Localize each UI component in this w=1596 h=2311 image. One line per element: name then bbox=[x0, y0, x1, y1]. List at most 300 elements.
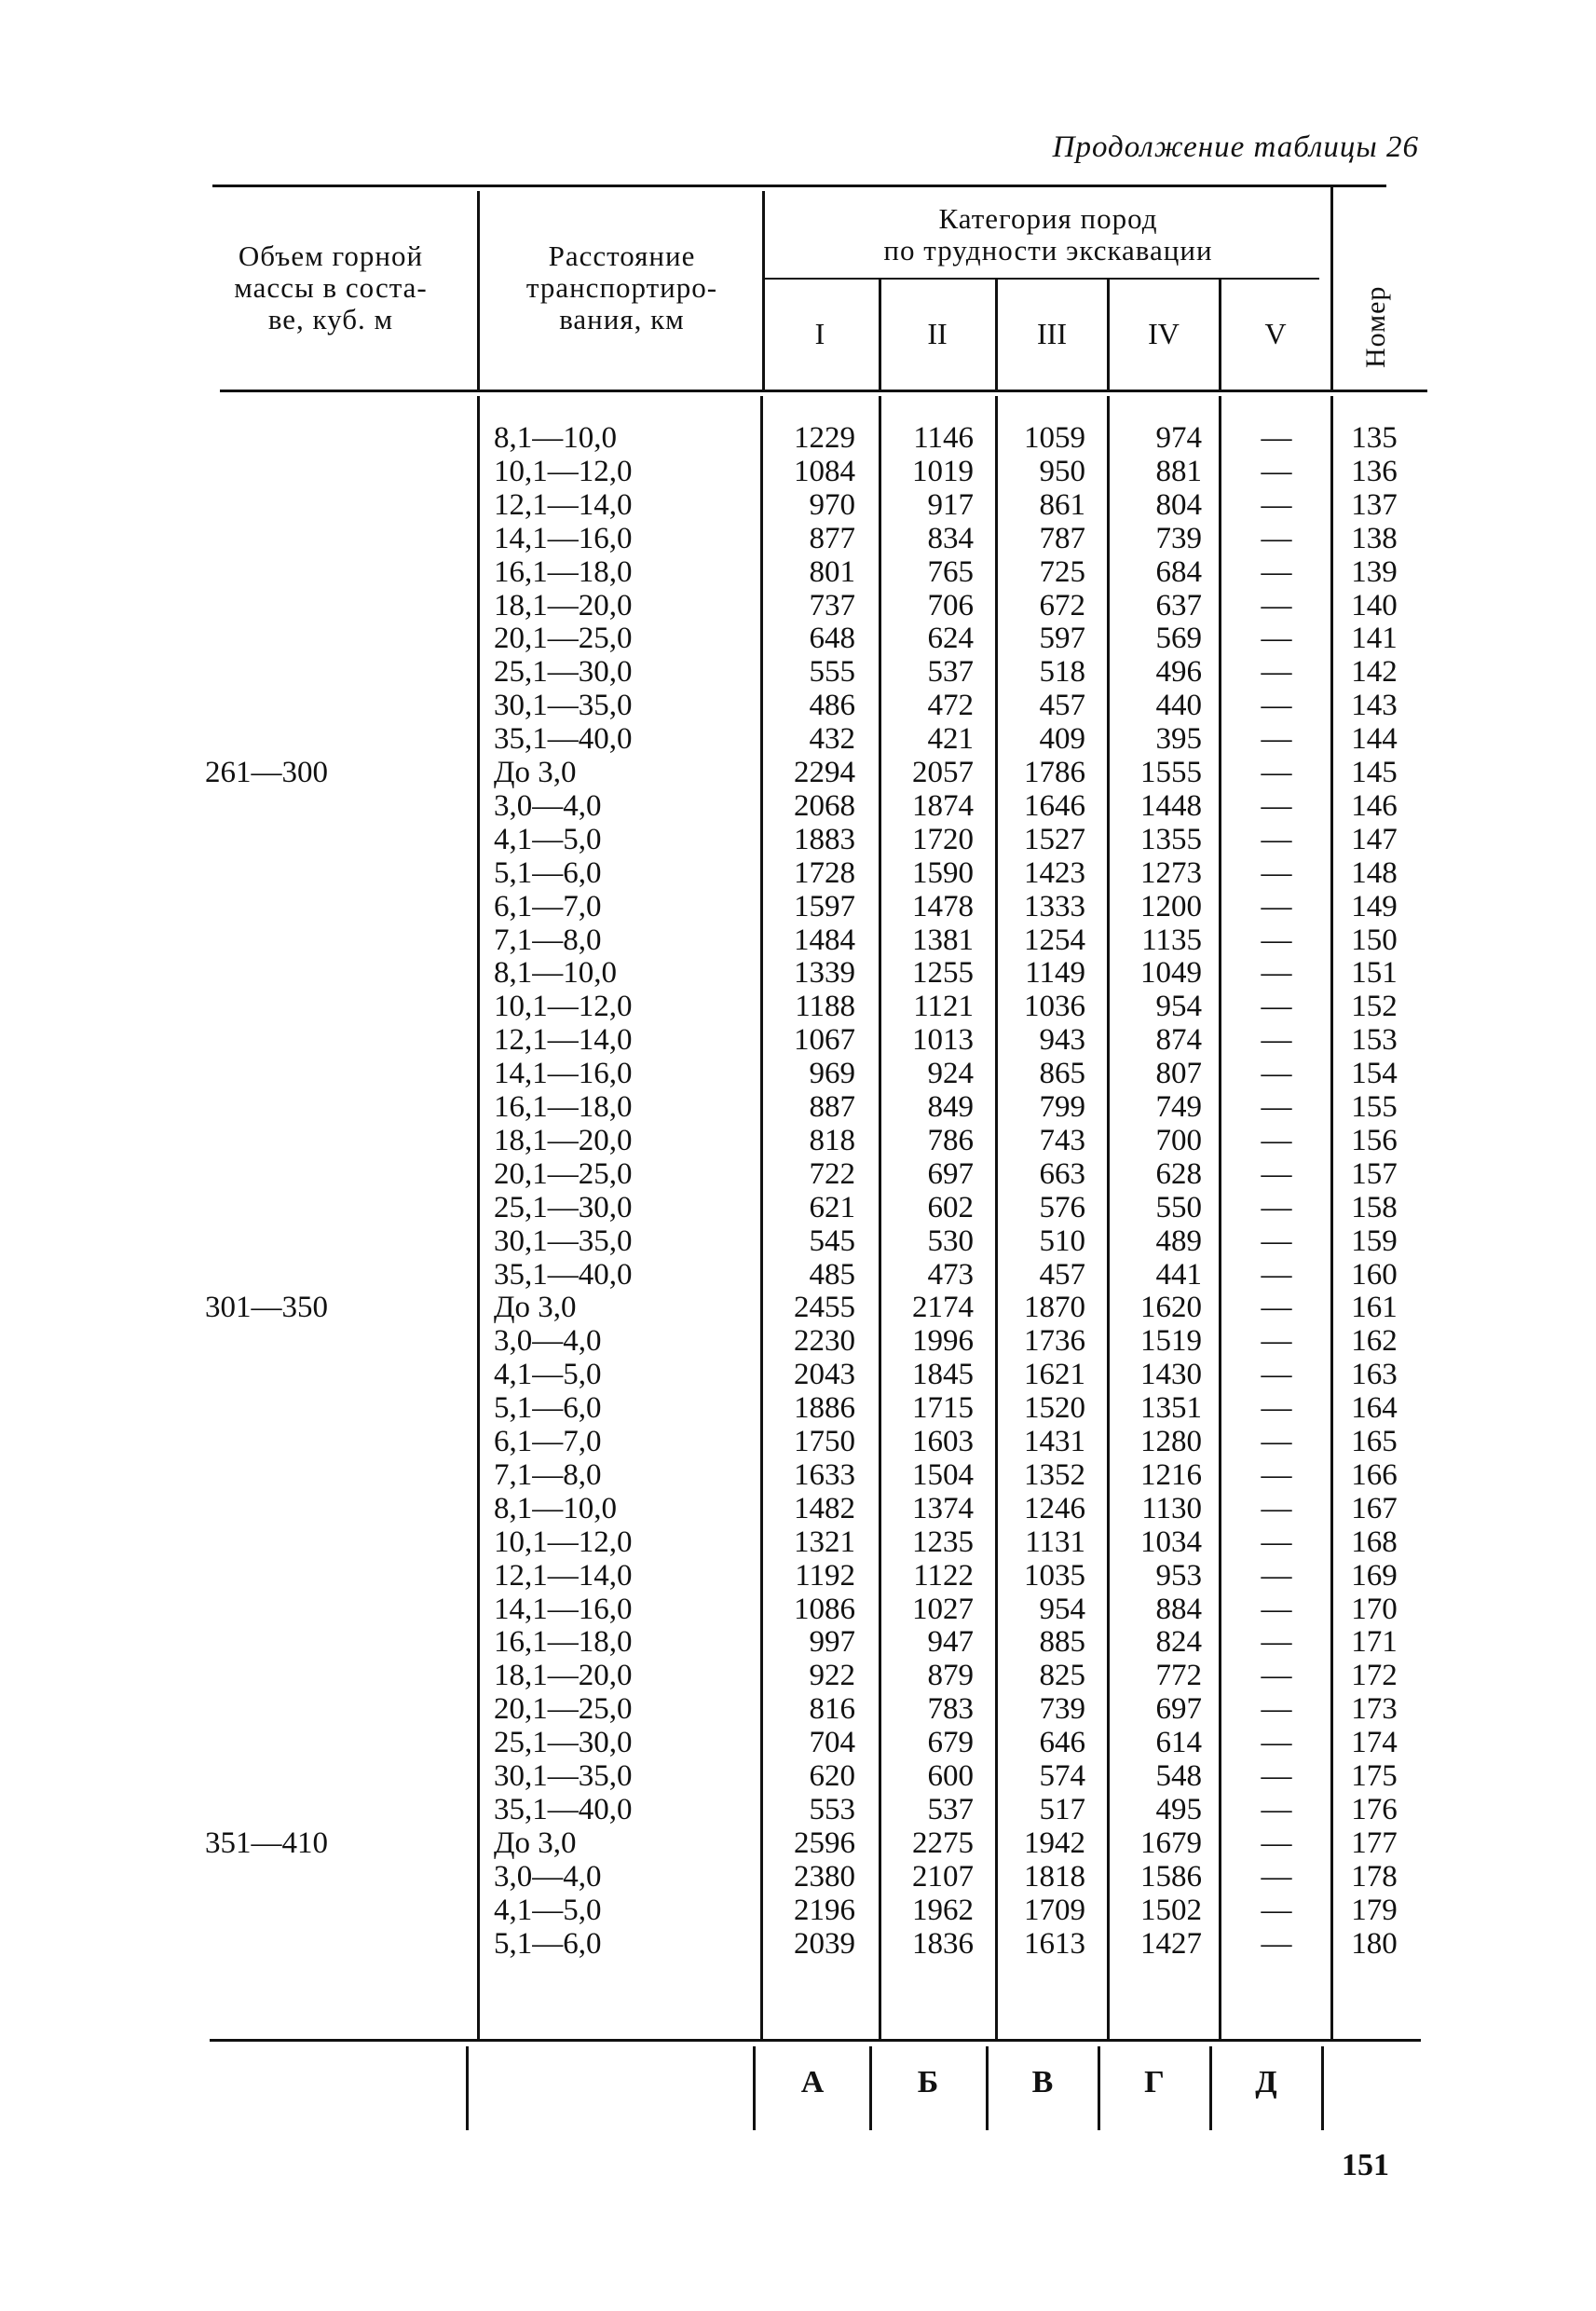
cat-II-cell: 1027 bbox=[912, 1592, 974, 1626]
table-row bbox=[0, 956, 1596, 990]
row-number-cell: 153 bbox=[1351, 1023, 1398, 1058]
cat-IV-cell: 1502 bbox=[1140, 1893, 1202, 1927]
cat-I-cell: 486 bbox=[809, 689, 855, 723]
row-number-cell: 180 bbox=[1351, 1926, 1398, 1961]
table-row bbox=[0, 1525, 1596, 1559]
cat-V-cell: — bbox=[1261, 1457, 1292, 1492]
row-number-cell: 157 bbox=[1351, 1156, 1398, 1191]
cat-III-cell: 663 bbox=[1039, 1156, 1085, 1191]
cat-V-cell: — bbox=[1261, 1759, 1292, 1793]
cat-II-cell: 602 bbox=[927, 1190, 974, 1224]
cat-I-cell: 818 bbox=[809, 1123, 855, 1157]
row-number-cell: 155 bbox=[1351, 1090, 1398, 1124]
table-row bbox=[0, 1324, 1596, 1358]
table-row bbox=[0, 589, 1596, 622]
cat-V-cell: — bbox=[1261, 1659, 1292, 1693]
cat-IV-cell: 614 bbox=[1155, 1726, 1202, 1760]
cat-I-cell: 1084 bbox=[794, 454, 855, 488]
row-number-cell: 163 bbox=[1351, 1358, 1398, 1392]
cat-IV-cell: 954 bbox=[1155, 990, 1202, 1024]
table-row bbox=[0, 1759, 1596, 1793]
distance-cell: 4,1—5,0 bbox=[494, 1893, 602, 1927]
cat-II-cell: 1590 bbox=[912, 855, 974, 890]
cat-I-cell: 1067 bbox=[794, 1023, 855, 1058]
distance-cell: 14,1—16,0 bbox=[494, 1592, 633, 1626]
cat-V-cell: — bbox=[1261, 1156, 1292, 1191]
cat-III-cell: 409 bbox=[1039, 722, 1085, 757]
table-row bbox=[0, 1458, 1596, 1492]
distance-cell: 30,1—35,0 bbox=[494, 1224, 633, 1258]
distance-cell: 16,1—18,0 bbox=[494, 1090, 633, 1124]
cat-II-cell: 600 bbox=[927, 1759, 974, 1793]
cat-I-cell: 2596 bbox=[794, 1826, 855, 1860]
header-vline-number bbox=[1330, 185, 1333, 390]
volume-label: 351—410 bbox=[205, 1826, 328, 1860]
cat-IV-cell: 739 bbox=[1155, 521, 1202, 555]
footer-vline-7 bbox=[1321, 2046, 1324, 2130]
cat-III-cell: 743 bbox=[1039, 1123, 1085, 1157]
cat-IV-cell: 496 bbox=[1155, 655, 1202, 690]
table-row bbox=[0, 1023, 1596, 1057]
cat-II-cell: 530 bbox=[927, 1224, 974, 1258]
row-number-cell: 170 bbox=[1351, 1592, 1398, 1626]
cat-II-cell: 624 bbox=[927, 622, 974, 656]
cat-V-cell: — bbox=[1261, 990, 1292, 1024]
cat-I-cell: 1883 bbox=[794, 822, 855, 856]
cat-III-cell: 943 bbox=[1039, 1023, 1085, 1058]
cat-III-cell: 1352 bbox=[1024, 1457, 1085, 1492]
row-number-cell: 138 bbox=[1351, 521, 1398, 555]
cat-III-cell: 1613 bbox=[1024, 1926, 1085, 1961]
distance-cell: 4,1—5,0 bbox=[494, 822, 602, 856]
cat-IV-cell: 807 bbox=[1155, 1057, 1202, 1091]
cat-V-cell: — bbox=[1261, 1893, 1292, 1927]
distance-cell: 20,1—25,0 bbox=[494, 1156, 633, 1191]
distance-cell: 10,1—12,0 bbox=[494, 1525, 633, 1559]
table-row bbox=[0, 890, 1596, 923]
row-number-cell: 151 bbox=[1351, 956, 1398, 991]
row-number-cell: 171 bbox=[1351, 1625, 1398, 1660]
footer-vline-1 bbox=[466, 2046, 469, 2130]
cat-V-cell: — bbox=[1261, 1592, 1292, 1626]
row-number-cell: 164 bbox=[1351, 1391, 1398, 1426]
cat-II-cell: 679 bbox=[927, 1726, 974, 1760]
cat-III-cell: 1527 bbox=[1024, 822, 1085, 856]
cat-V-cell: — bbox=[1261, 622, 1292, 656]
cat-IV-cell: 884 bbox=[1155, 1592, 1202, 1626]
distance-cell: 35,1—40,0 bbox=[494, 1792, 633, 1826]
distance-cell: 35,1—40,0 bbox=[494, 722, 633, 757]
table-row bbox=[0, 1894, 1596, 1927]
cat-III-cell: 1621 bbox=[1024, 1358, 1085, 1392]
row-number-cell: 143 bbox=[1351, 689, 1398, 723]
cat-III-cell: 517 bbox=[1039, 1792, 1085, 1826]
cat-III-cell: 825 bbox=[1039, 1659, 1085, 1693]
distance-cell: 10,1—12,0 bbox=[494, 454, 633, 488]
table-row bbox=[0, 923, 1596, 957]
row-number-cell: 156 bbox=[1351, 1123, 1398, 1157]
cat-I-cell: 555 bbox=[809, 655, 855, 690]
header-vline-volume bbox=[477, 191, 480, 390]
cat-III-cell: 739 bbox=[1039, 1692, 1085, 1727]
row-number-cell: 161 bbox=[1351, 1291, 1398, 1325]
volume-label: 261—300 bbox=[205, 756, 328, 789]
distance-cell: 8,1—10,0 bbox=[494, 1491, 617, 1525]
distance-cell: 12,1—14,0 bbox=[494, 487, 633, 522]
header-bottom-rule bbox=[220, 390, 1427, 392]
cat-III-cell: 861 bbox=[1039, 487, 1085, 522]
volume-label: 301—350 bbox=[205, 1291, 328, 1325]
cat-IV-cell: 1280 bbox=[1140, 1425, 1202, 1458]
cat-I-cell: 545 bbox=[809, 1224, 855, 1258]
table-row bbox=[0, 455, 1596, 488]
cat-V-cell: — bbox=[1261, 1625, 1292, 1660]
distance-cell: 7,1—8,0 bbox=[494, 923, 602, 957]
footer-top-rule bbox=[210, 2039, 1421, 2042]
cat-III-cell: 1818 bbox=[1024, 1859, 1085, 1894]
cat-II-cell: 1962 bbox=[912, 1893, 974, 1927]
cat-V-cell: — bbox=[1261, 521, 1292, 555]
distance-cell: 8,1—10,0 bbox=[494, 956, 617, 991]
cat-IV-cell: 569 bbox=[1155, 622, 1202, 656]
row-number-cell: 136 bbox=[1351, 454, 1398, 488]
cat-IV-cell: 628 bbox=[1155, 1156, 1202, 1191]
table-row bbox=[0, 1391, 1596, 1425]
cat-V-cell: — bbox=[1261, 1926, 1292, 1961]
distance-cell: 3,0—4,0 bbox=[494, 1859, 602, 1894]
footer-letter-B: Б bbox=[917, 2065, 939, 2099]
table-row bbox=[0, 1191, 1596, 1224]
cat-IV-cell: 1555 bbox=[1140, 756, 1202, 789]
cat-V-cell: — bbox=[1261, 722, 1292, 757]
cat-IV-cell: 637 bbox=[1155, 588, 1202, 622]
distance-cell: 35,1—40,0 bbox=[494, 1257, 633, 1292]
cat-IV-cell: 1273 bbox=[1140, 855, 1202, 890]
footer-letter-G: Г bbox=[1144, 2065, 1165, 2099]
cat-IV-cell: 1430 bbox=[1140, 1358, 1202, 1392]
cat-IV-cell: 440 bbox=[1155, 689, 1202, 723]
table-row bbox=[0, 1157, 1596, 1191]
cat-II-cell: 1121 bbox=[913, 990, 974, 1024]
cat-III-cell: 574 bbox=[1039, 1759, 1085, 1793]
cat-I-cell: 1086 bbox=[794, 1592, 855, 1626]
table-row bbox=[0, 1057, 1596, 1090]
header-category: Категория пород по трудности экскавации bbox=[883, 202, 1213, 267]
cat-III-cell: 1254 bbox=[1024, 923, 1085, 957]
row-number-cell: 167 bbox=[1351, 1491, 1398, 1525]
cat-I-cell: 877 bbox=[809, 521, 855, 555]
table-row bbox=[0, 1358, 1596, 1391]
cat-IV-cell: 1351 bbox=[1140, 1391, 1202, 1426]
cat-I-cell: 621 bbox=[809, 1190, 855, 1224]
table-row bbox=[0, 655, 1596, 689]
cat-IV-cell: 1427 bbox=[1140, 1926, 1202, 1961]
cat-II-cell: 1836 bbox=[912, 1926, 974, 1961]
cat-V-cell: — bbox=[1261, 1257, 1292, 1292]
cat-III-cell: 865 bbox=[1039, 1057, 1085, 1091]
distance-cell: 16,1—18,0 bbox=[494, 554, 633, 589]
cat-V-cell: — bbox=[1261, 1558, 1292, 1593]
header-volume: Объем горной массы в соста- ве, куб. м bbox=[234, 239, 428, 335]
cat-I-cell: 485 bbox=[809, 1257, 855, 1292]
cat-II-cell: 1720 bbox=[912, 822, 974, 856]
cat-I-cell: 1484 bbox=[794, 923, 855, 957]
row-number-cell: 150 bbox=[1351, 923, 1398, 957]
cat-II-cell: 1374 bbox=[912, 1491, 974, 1525]
header-distance: Расстояние транспортиро- вания, км bbox=[525, 239, 718, 335]
cat-III-cell: 950 bbox=[1039, 454, 1085, 488]
cat-III-cell: 1646 bbox=[1024, 788, 1085, 823]
cat-IV-cell: 697 bbox=[1155, 1692, 1202, 1727]
cat-II-cell: 1874 bbox=[912, 788, 974, 823]
distance-cell: 14,1—16,0 bbox=[494, 521, 633, 555]
cat-IV-cell: 1200 bbox=[1140, 889, 1202, 923]
distance-cell: 8,1—10,0 bbox=[494, 421, 617, 455]
cat-II-cell: 472 bbox=[927, 689, 974, 723]
cat-V-cell: — bbox=[1261, 554, 1292, 589]
cat-III-cell: 672 bbox=[1039, 588, 1085, 622]
row-number-cell: 154 bbox=[1351, 1057, 1398, 1091]
cat-I-cell: 2043 bbox=[794, 1358, 855, 1392]
distance-cell: 20,1—25,0 bbox=[494, 1692, 633, 1727]
table-row bbox=[0, 1692, 1596, 1726]
cat-IV-cell: 953 bbox=[1155, 1558, 1202, 1593]
table-row bbox=[0, 1826, 1596, 1860]
header-cat-III: III bbox=[1037, 317, 1067, 350]
row-number-cell: 145 bbox=[1351, 756, 1398, 789]
cat-IV-cell: 1355 bbox=[1140, 822, 1202, 856]
row-number-cell: 139 bbox=[1351, 554, 1398, 589]
cat-III-cell: 457 bbox=[1039, 689, 1085, 723]
cat-IV-cell: 1049 bbox=[1140, 956, 1202, 991]
cat-I-cell: 2068 bbox=[794, 788, 855, 823]
cat-I-cell: 1728 bbox=[794, 855, 855, 890]
cat-V-cell: — bbox=[1261, 588, 1292, 622]
cat-III-cell: 1131 bbox=[1025, 1525, 1085, 1559]
table-row bbox=[0, 1927, 1596, 1961]
cat-V-cell: — bbox=[1261, 1425, 1292, 1458]
cat-I-cell: 1188 bbox=[795, 990, 855, 1024]
row-number-cell: 172 bbox=[1351, 1659, 1398, 1693]
cat-IV-cell: 1586 bbox=[1140, 1859, 1202, 1894]
cat-II-cell: 1845 bbox=[912, 1358, 974, 1392]
row-number-cell: 148 bbox=[1351, 855, 1398, 890]
cat-V-cell: — bbox=[1261, 1692, 1292, 1727]
distance-cell: 10,1—12,0 bbox=[494, 990, 633, 1024]
distance-cell: 25,1—30,0 bbox=[494, 1190, 633, 1224]
cat-I-cell: 432 bbox=[809, 722, 855, 757]
cat-II-cell: 1122 bbox=[913, 1558, 974, 1593]
cat-I-cell: 553 bbox=[809, 1792, 855, 1826]
cat-IV-cell: 804 bbox=[1155, 487, 1202, 522]
cat-IV-cell: 1135 bbox=[1141, 923, 1202, 957]
distance-cell: 7,1—8,0 bbox=[494, 1457, 602, 1492]
cat-II-cell: 783 bbox=[927, 1692, 974, 1727]
table-row bbox=[0, 1258, 1596, 1292]
cat-III-cell: 510 bbox=[1039, 1224, 1085, 1258]
distance-cell: 5,1—6,0 bbox=[494, 1926, 602, 1961]
cat-V-cell: — bbox=[1261, 1792, 1292, 1826]
cat-II-cell: 924 bbox=[927, 1057, 974, 1091]
table-row bbox=[0, 1559, 1596, 1593]
cat-II-cell: 2275 bbox=[912, 1826, 974, 1860]
table-row bbox=[0, 1124, 1596, 1157]
cat-V-cell: — bbox=[1261, 689, 1292, 723]
cat-I-cell: 997 bbox=[809, 1625, 855, 1660]
cat-V-cell: — bbox=[1261, 855, 1292, 890]
cat-II-cell: 697 bbox=[927, 1156, 974, 1191]
distance-cell: 6,1—7,0 bbox=[494, 889, 602, 923]
cat-III-cell: 725 bbox=[1039, 554, 1085, 589]
cat-V-cell: — bbox=[1261, 822, 1292, 856]
table-caption: Продолжение таблицы 26 bbox=[1052, 130, 1419, 164]
distance-cell: До 3,0 bbox=[494, 1291, 577, 1325]
cat-I-cell: 922 bbox=[809, 1659, 855, 1693]
distance-cell: 5,1—6,0 bbox=[494, 855, 602, 890]
cat-III-cell: 1786 bbox=[1024, 756, 1085, 789]
cat-III-cell: 1520 bbox=[1024, 1391, 1085, 1426]
cat-I-cell: 648 bbox=[809, 622, 855, 656]
table-row bbox=[0, 488, 1596, 522]
cat-V-cell: — bbox=[1261, 454, 1292, 488]
cat-V-cell: — bbox=[1261, 1525, 1292, 1559]
distance-cell: 30,1—35,0 bbox=[494, 1759, 633, 1793]
cat-II-cell: 706 bbox=[927, 588, 974, 622]
row-number-cell: 169 bbox=[1351, 1558, 1398, 1593]
table-row bbox=[0, 421, 1596, 455]
cat-I-cell: 2294 bbox=[794, 756, 855, 789]
page-number: 151 bbox=[1342, 2148, 1389, 2182]
cat-III-cell: 1431 bbox=[1024, 1425, 1085, 1458]
cat-IV-cell: 548 bbox=[1155, 1759, 1202, 1793]
cat-III-cell: 576 bbox=[1039, 1190, 1085, 1224]
category-rule bbox=[762, 278, 1319, 280]
cat-III-cell: 1035 bbox=[1024, 1558, 1085, 1593]
row-number-cell: 140 bbox=[1351, 588, 1398, 622]
cat-II-cell: 834 bbox=[927, 521, 974, 555]
cat-III-cell: 1333 bbox=[1024, 889, 1085, 923]
distance-cell: 12,1—14,0 bbox=[494, 1558, 633, 1593]
cat-IV-cell: 1448 bbox=[1140, 788, 1202, 823]
cat-I-cell: 2230 bbox=[794, 1324, 855, 1359]
cat-I-cell: 1633 bbox=[794, 1457, 855, 1492]
table-row bbox=[0, 823, 1596, 856]
cat-V-cell: — bbox=[1261, 1726, 1292, 1760]
cat-V-cell: — bbox=[1261, 1391, 1292, 1426]
row-number-cell: 147 bbox=[1351, 822, 1398, 856]
cat-V-cell: — bbox=[1261, 655, 1292, 690]
cat-III-cell: 1736 bbox=[1024, 1324, 1085, 1359]
cat-IV-cell: 550 bbox=[1155, 1190, 1202, 1224]
distance-cell: 25,1—30,0 bbox=[494, 1726, 633, 1760]
cat-V-cell: — bbox=[1261, 1491, 1292, 1525]
cat-IV-cell: 772 bbox=[1155, 1659, 1202, 1693]
cat-II-cell: 1255 bbox=[912, 956, 974, 991]
cat-I-cell: 620 bbox=[809, 1759, 855, 1793]
distance-cell: 18,1—20,0 bbox=[494, 1659, 633, 1693]
cat-III-cell: 646 bbox=[1039, 1726, 1085, 1760]
cat-III-cell: 1059 bbox=[1024, 421, 1085, 455]
cat-I-cell: 722 bbox=[809, 1156, 855, 1191]
cat-II-cell: 1019 bbox=[912, 454, 974, 488]
table-row bbox=[0, 1425, 1596, 1458]
cat-I-cell: 1321 bbox=[794, 1525, 855, 1559]
cat-II-cell: 879 bbox=[927, 1659, 974, 1693]
table-row bbox=[0, 1860, 1596, 1894]
cat-III-cell: 954 bbox=[1039, 1592, 1085, 1626]
distance-cell: 3,0—4,0 bbox=[494, 1324, 602, 1359]
cat-IV-cell: 1216 bbox=[1140, 1457, 1202, 1492]
footer-letter-D: Д bbox=[1255, 2065, 1277, 2099]
row-number-cell: 174 bbox=[1351, 1726, 1398, 1760]
table-row bbox=[0, 990, 1596, 1023]
table-row bbox=[0, 1593, 1596, 1626]
cat-II-cell: 537 bbox=[927, 1792, 974, 1826]
cat-I-cell: 2039 bbox=[794, 1926, 855, 1961]
cat-V-cell: — bbox=[1261, 487, 1292, 522]
cat-V-cell: — bbox=[1261, 756, 1292, 789]
footer-vline-2 bbox=[753, 2046, 756, 2130]
cat-II-cell: 765 bbox=[927, 554, 974, 589]
cat-IV-cell: 441 bbox=[1155, 1257, 1202, 1292]
row-number-cell: 135 bbox=[1351, 421, 1398, 455]
cat-I-cell: 2196 bbox=[794, 1893, 855, 1927]
cat-I-cell: 1750 bbox=[794, 1425, 855, 1458]
row-number-cell: 179 bbox=[1351, 1893, 1398, 1927]
table-row bbox=[0, 722, 1596, 756]
distance-cell: 12,1—14,0 bbox=[494, 1023, 633, 1058]
table-row bbox=[0, 756, 1596, 789]
cat-III-cell: 799 bbox=[1039, 1090, 1085, 1124]
cat-IV-cell: 495 bbox=[1155, 1792, 1202, 1826]
footer-letter-A: А bbox=[800, 2065, 825, 2099]
row-number-cell: 176 bbox=[1351, 1792, 1398, 1826]
cat-IV-cell: 881 bbox=[1155, 454, 1202, 488]
header-cat-V: V bbox=[1264, 317, 1287, 350]
cat-I-cell: 970 bbox=[809, 487, 855, 522]
cat-V-cell: — bbox=[1261, 1123, 1292, 1157]
cat-V-cell: — bbox=[1261, 923, 1292, 957]
row-number-cell: 137 bbox=[1351, 487, 1398, 522]
row-number-cell: 168 bbox=[1351, 1525, 1398, 1559]
cat-I-cell: 1339 bbox=[794, 956, 855, 991]
cat-III-cell: 1036 bbox=[1024, 990, 1085, 1024]
cat-I-cell: 816 bbox=[809, 1692, 855, 1727]
table-row bbox=[0, 856, 1596, 890]
cat-IV-cell: 1130 bbox=[1141, 1491, 1202, 1525]
cat-IV-cell: 1519 bbox=[1140, 1324, 1202, 1359]
cat-III-cell: 597 bbox=[1039, 622, 1085, 656]
cat-V-cell: — bbox=[1261, 956, 1292, 991]
row-number-cell: 160 bbox=[1351, 1257, 1398, 1292]
cat-III-cell: 1149 bbox=[1025, 956, 1085, 991]
cat-V-cell: — bbox=[1261, 1826, 1292, 1860]
row-number-cell: 162 bbox=[1351, 1324, 1398, 1359]
cat-IV-cell: 700 bbox=[1155, 1123, 1202, 1157]
table-row bbox=[0, 1492, 1596, 1525]
cat-V-cell: — bbox=[1261, 1324, 1292, 1359]
cat-I-cell: 737 bbox=[809, 588, 855, 622]
cat-IV-cell: 1034 bbox=[1140, 1525, 1202, 1559]
distance-cell: 16,1—18,0 bbox=[494, 1625, 633, 1660]
cat-IV-cell: 749 bbox=[1155, 1090, 1202, 1124]
cat-III-cell: 518 bbox=[1039, 655, 1085, 690]
cat-II-cell: 2057 bbox=[912, 756, 974, 789]
cat-I-cell: 801 bbox=[809, 554, 855, 589]
cat-I-cell: 704 bbox=[809, 1726, 855, 1760]
cat-V-cell: — bbox=[1261, 1057, 1292, 1091]
cat-II-cell: 849 bbox=[927, 1090, 974, 1124]
